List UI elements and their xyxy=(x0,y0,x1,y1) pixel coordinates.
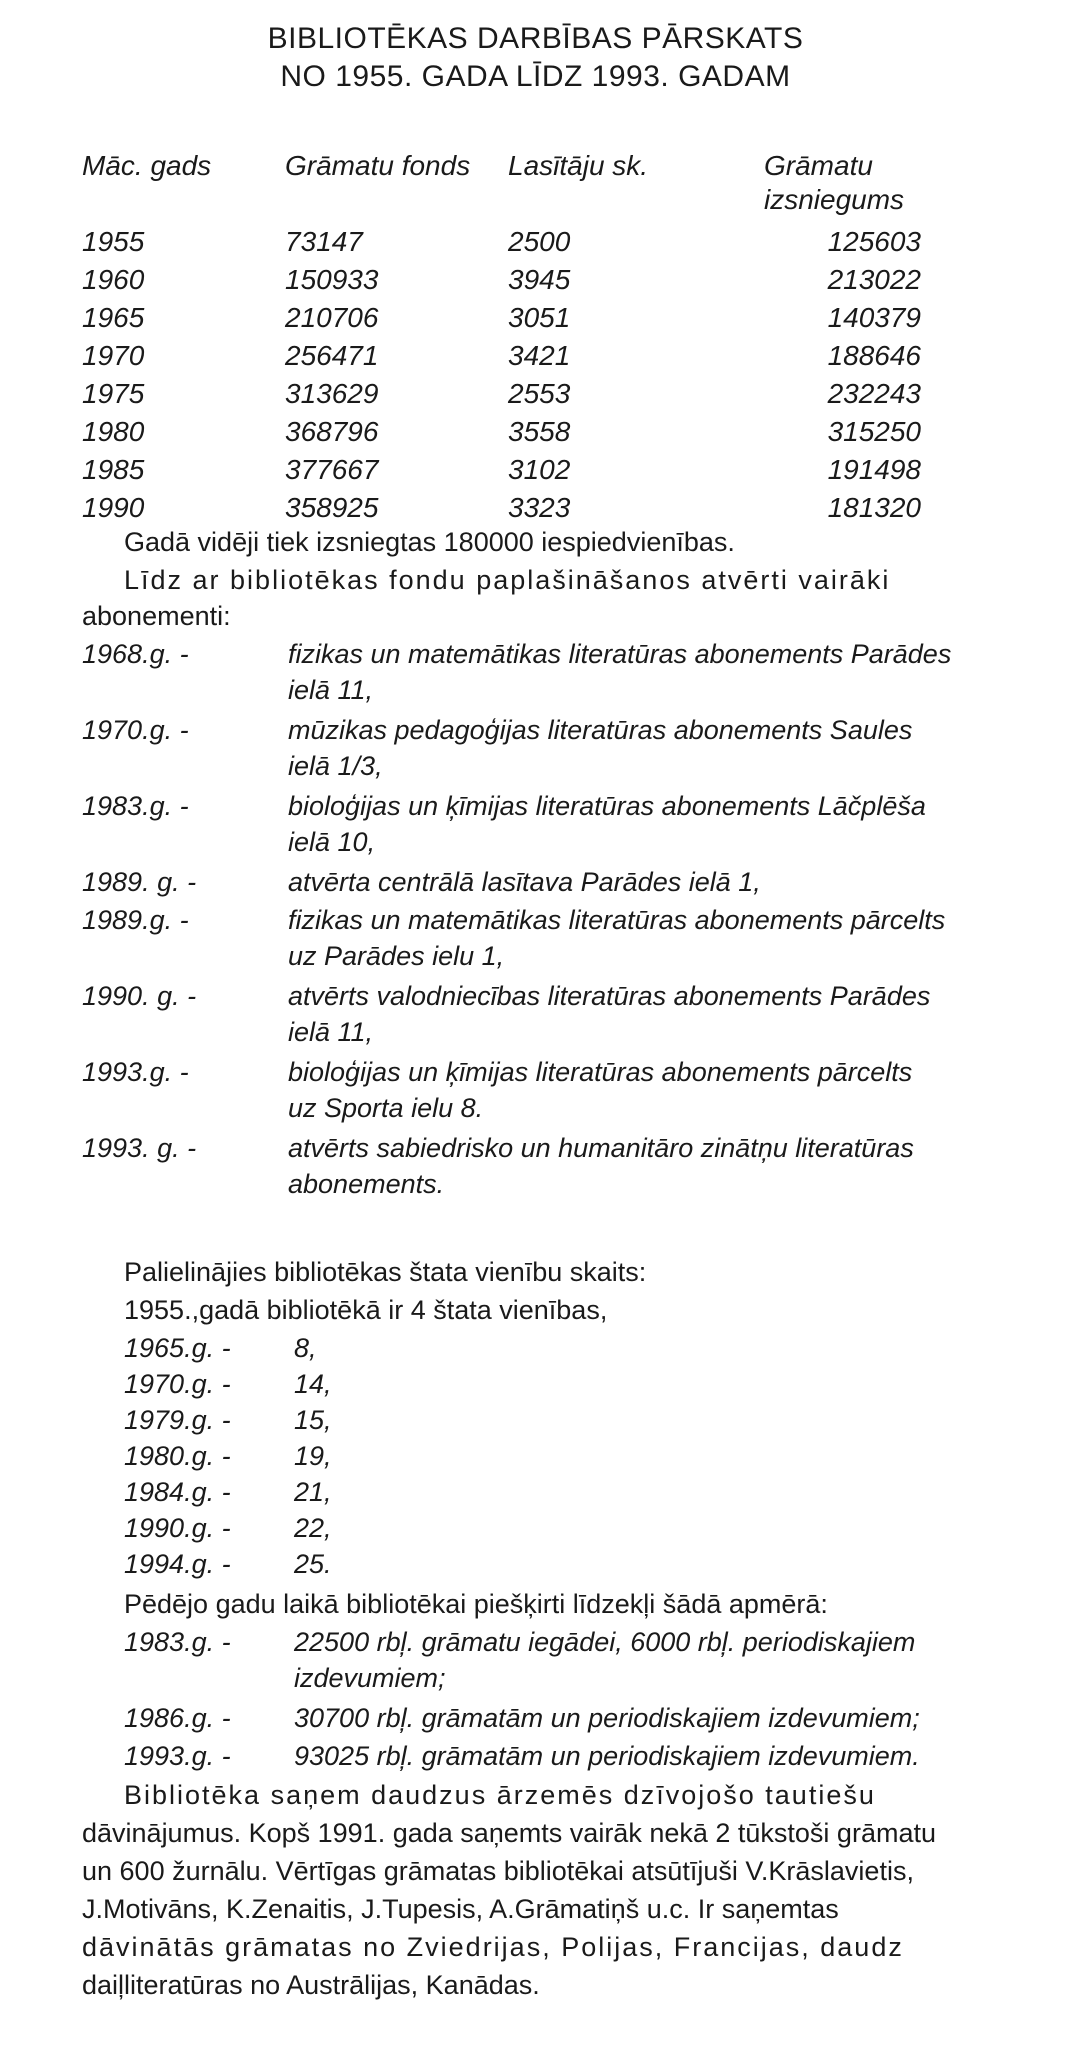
entry-year: 1989. g. - xyxy=(82,867,197,897)
cell-readers: 2500 xyxy=(508,226,571,257)
staff-count: 21, xyxy=(294,1477,332,1507)
cell-year: 1970 xyxy=(82,340,145,371)
entry-text-1: fizikas un matemātikas literatūras abonements Parādes xyxy=(288,639,952,669)
cell-year: 1955 xyxy=(82,226,145,257)
entry-year: 1993. g. - xyxy=(82,1133,197,1163)
staff-year: 1979.g. - xyxy=(124,1405,231,1435)
staff-year: 1970.g. - xyxy=(124,1369,231,1399)
cell-fund: 358925 xyxy=(285,492,379,523)
cell-issue: 181320 xyxy=(827,492,921,523)
list-item xyxy=(0,1438,1071,1474)
cell-issue: 213022 xyxy=(827,264,921,295)
fund-text-1: 30700 rbļ. grāmatām un periodiskajiem izdevumiem; xyxy=(294,1703,920,1733)
table-row xyxy=(0,300,1071,338)
cell-fund: 368796 xyxy=(285,416,379,447)
cell-fund: 73147 xyxy=(285,226,363,257)
table-row xyxy=(0,452,1071,490)
entry-text-1: bioloģijas un ķīmijas literatūras abonements Lāčplēša xyxy=(288,791,926,821)
list-item xyxy=(0,1330,1071,1366)
cell-issue: 191498 xyxy=(827,454,921,485)
funds-intro: Pēdējo gadu laikā bibliotēkai piešķirti līdzekļi šādā apmērā: xyxy=(124,1589,828,1619)
fund-year: 1986.g. - xyxy=(124,1703,231,1733)
cell-issue: 232243 xyxy=(827,378,921,409)
entry-text-1: atvērta centrālā lasītava Parādes ielā 1, xyxy=(288,867,761,897)
header-fund: Grāmatu fonds xyxy=(285,150,471,181)
table-row xyxy=(0,224,1071,262)
list-item xyxy=(0,1366,1071,1402)
cell-year: 1960 xyxy=(82,264,145,295)
staff-count: 19, xyxy=(294,1441,332,1471)
fund-year: 1993.g. - xyxy=(124,1741,231,1771)
entry-text-1: atvērts sabiedrisko un humanitāro zinātņu literatūras xyxy=(288,1133,914,1163)
intro-line-1: Līdz ar bibliotēkas fondu paplašināšanos atvērti vairāki xyxy=(124,565,891,595)
staff-year: 1990.g. - xyxy=(124,1513,231,1543)
cell-readers: 3051 xyxy=(508,302,571,333)
paragraph-line: un 600 žurnālu. Vērtīgas grāmatas bibliotēkai atsūtījuši V.Krāslavietis, xyxy=(82,1856,914,1886)
entry-text-2: ielā 10, xyxy=(288,827,376,857)
paragraph-line: dāvinātās grāmatas no Zviedrijas, Polijas, Francijas, daudz xyxy=(82,1932,904,1962)
cell-readers: 3323 xyxy=(508,492,571,523)
fund-text-2: izdevumiem; xyxy=(294,1663,446,1693)
entry-text-1: mūzikas pedagoģijas literatūras abonements Saules xyxy=(288,715,913,745)
fund-text-1: 93025 rbļ. grāmatām un periodiskajiem izdevumiem. xyxy=(294,1741,920,1771)
cell-readers: 3945 xyxy=(508,264,571,295)
cell-issue: 315250 xyxy=(827,416,921,447)
staff-count: 22, xyxy=(294,1513,332,1543)
staff-year: 1980.g. - xyxy=(124,1441,231,1471)
cell-year: 1990 xyxy=(82,492,145,523)
fund-text-1: 22500 rbļ. grāmatu iegādei, 6000 rbļ. periodiskajiem xyxy=(294,1627,916,1657)
entry-text-1: fizikas un matemātikas literatūras abonements pārcelts xyxy=(288,905,946,935)
list-item xyxy=(0,1474,1071,1510)
paragraph-line: dāvinājumus. Kopš 1991. gada saņemts vairāk nekā 2 tūkstoši grāmatu xyxy=(82,1818,936,1848)
staff-year: 1984.g. - xyxy=(124,1477,231,1507)
staff-count: 15, xyxy=(294,1405,332,1435)
entry-year: 1983.g. - xyxy=(82,791,189,821)
cell-issue: 188646 xyxy=(827,340,921,371)
entry-year: 1993.g. - xyxy=(82,1057,189,1087)
list-item xyxy=(0,1402,1071,1438)
entry-text-1: bioloģijas un ķīmijas literatūras abonements pārcelts xyxy=(288,1057,913,1087)
intro-line-2: abonementi: xyxy=(82,601,231,631)
staff-count: 14, xyxy=(294,1369,332,1399)
staff-first: 1955.,gadā bibliotēkā ir 4 štata vienības, xyxy=(124,1295,608,1325)
cell-fund: 210706 xyxy=(285,302,379,333)
header-issue-1: Grāmatu xyxy=(764,150,873,181)
entry-year: 1989.g. - xyxy=(82,905,189,935)
entry-text-2: ielā 11, xyxy=(288,1017,374,1047)
staff-count: 8, xyxy=(294,1333,317,1363)
fund-year: 1983.g. - xyxy=(124,1627,231,1657)
entry-text-2: ielā 1/3, xyxy=(288,751,383,781)
cell-issue: 140379 xyxy=(827,302,921,333)
cell-year: 1965 xyxy=(82,302,145,333)
entry-year: 1990. g. - xyxy=(82,981,197,1011)
title-line-1: BIBLIOTĒKAS DARBĪBAS PĀRSKATS xyxy=(267,22,804,55)
cell-readers: 3558 xyxy=(508,416,571,447)
cell-fund: 150933 xyxy=(285,264,379,295)
paragraph-line: J.Motivāns, K.Zenaitis, J.Tupesis, A.Grāmatiņš u.c. Ir saņemtas xyxy=(82,1894,839,1924)
entry-text-2: uz Parādes ielu 1, xyxy=(288,941,505,971)
list-item xyxy=(0,1510,1071,1546)
cell-year: 1985 xyxy=(82,454,145,485)
average-issue-text: Gadā vidēji tiek izsniegtas 180000 iespiedvienības. xyxy=(124,527,735,557)
cell-readers: 3421 xyxy=(508,340,571,371)
cell-readers: 3102 xyxy=(508,454,571,485)
header-year: Māc. gads xyxy=(82,150,212,181)
paragraph-line: Bibliotēka saņem daudzus ārzemēs dzīvojošo tautiešu xyxy=(124,1780,876,1810)
entry-year: 1968.g. - xyxy=(82,639,189,669)
cell-year: 1975 xyxy=(82,378,145,409)
cell-readers: 2553 xyxy=(508,378,571,409)
entry-text-2: abonements. xyxy=(288,1169,445,1199)
cell-fund: 313629 xyxy=(285,378,379,409)
entry-text-2: uz Sporta ielu 8. xyxy=(288,1093,484,1123)
table-row xyxy=(0,262,1071,300)
title-line-2: NO 1955. GADA LĪDZ 1993. GADAM xyxy=(280,60,791,93)
table-row xyxy=(0,376,1071,414)
staff-year: 1965.g. - xyxy=(124,1333,231,1363)
cell-issue: 125603 xyxy=(827,226,921,257)
staff-count: 25. xyxy=(294,1549,332,1579)
header-issue-2: izsniegums xyxy=(764,184,905,215)
entry-text-2: ielā 11, xyxy=(288,675,374,705)
paragraph-line: daiļliteratūras no Austrālijas, Kanādas. xyxy=(82,1970,540,2000)
header-readers: Lasītāju sk. xyxy=(508,150,649,181)
table-row xyxy=(0,490,1071,528)
staff-intro: Palielinājies bibliotēkas štata vienību skaits: xyxy=(124,1257,647,1287)
list-item xyxy=(0,1546,1071,1582)
table-row xyxy=(0,414,1071,452)
table-row xyxy=(0,338,1071,376)
entry-text-1: atvērts valodniecības literatūras abonements Parādes xyxy=(288,981,931,1011)
cell-year: 1980 xyxy=(82,416,145,447)
cell-fund: 377667 xyxy=(285,454,379,485)
cell-fund: 256471 xyxy=(285,340,379,371)
staff-year: 1994.g. - xyxy=(124,1549,231,1579)
entry-year: 1970.g. - xyxy=(82,715,189,745)
